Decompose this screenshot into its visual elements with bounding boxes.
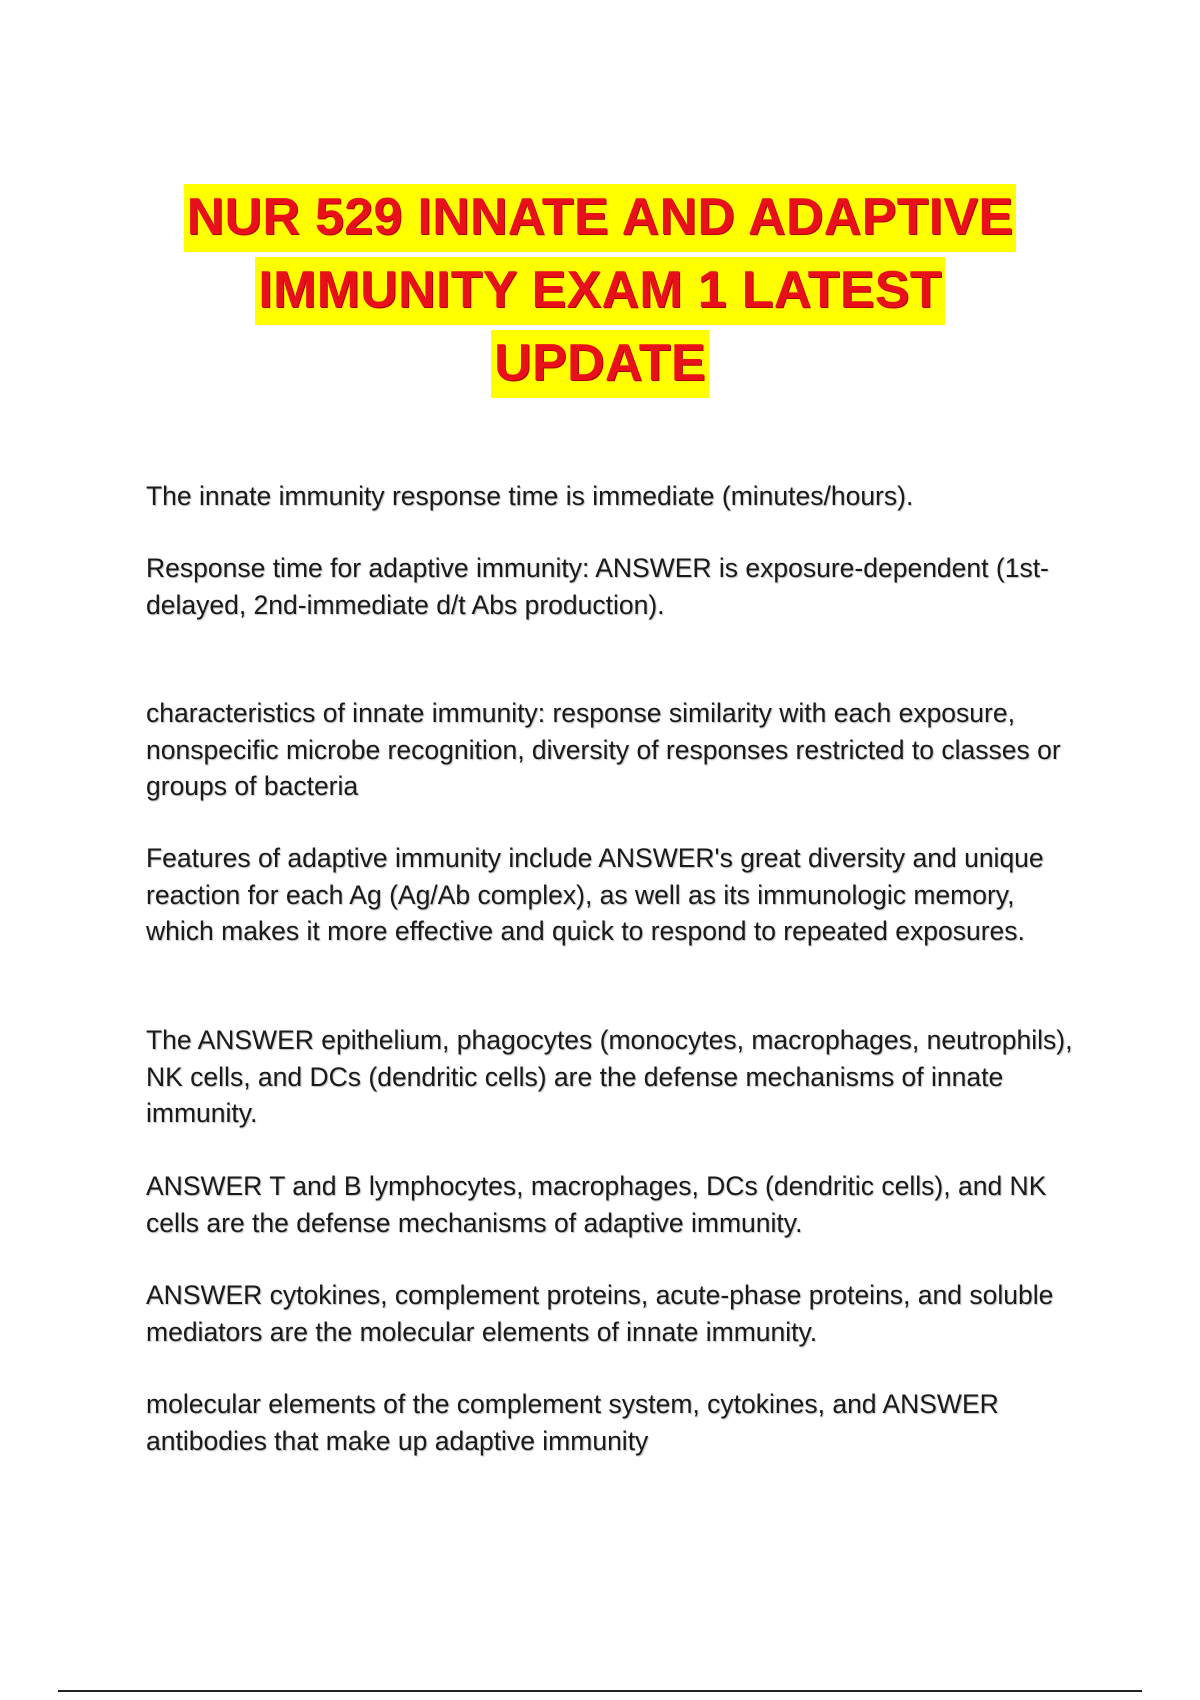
footer-divider [58,1690,1142,1692]
paragraph-innate-molecular-elements: ANSWER cytokines, complement proteins, acute-phase proteins, and soluble mediators are the molecular elements of innate immunity. [146,1280,1054,1347]
paragraph-innate-response-time: The innate immunity response time is immediate (minutes/hours). [146,481,914,511]
paragraph-adaptive-molecular-elements: molecular elements of the complement system, cytokines, and ANSWER antibodies that make up adaptive immunity [146,1389,999,1456]
title-line-3: UPDATE [60,327,1140,400]
title-line-1: NUR 529 INNATE AND ADAPTIVE [60,181,1140,254]
paragraph-innate-characteristics: characteristics of innate immunity: response similarity with each exposure, nonspecific microbe recognition, diversity of responses restricted to classes or groups of bacteria [146,698,1061,801]
paragraph-adaptive-response-time: Response time for adaptive immunity: ANSWER is exposure-dependent (1st-delayed, 2nd-immediate d/t Abs production). [146,553,1049,620]
document-title [60,181,1140,400]
paragraph-innate-defense-mechanisms: The ANSWER epithelium, phagocytes (monocytes, macrophages, neutrophils), NK cells, and DCs (dendritic cells) are the defense mechanisms of innate immunity. [146,1025,1073,1128]
title-line-2: IMMUNITY EXAM 1 LATEST [60,254,1140,327]
paragraph-adaptive-features: Features of adaptive immunity include ANSWER's great diversity and unique reaction for each Ag (Ag/Ab complex), as well as its immunologic memory, which makes it more effective and quick to respond to repeated exposures. [146,843,1044,946]
paragraph-adaptive-defense-mechanisms: ANSWER T and B lymphocytes, macrophages, DCs (dendritic cells), and NK cells are the defense mechanisms of adaptive immunity. [146,1171,1047,1238]
